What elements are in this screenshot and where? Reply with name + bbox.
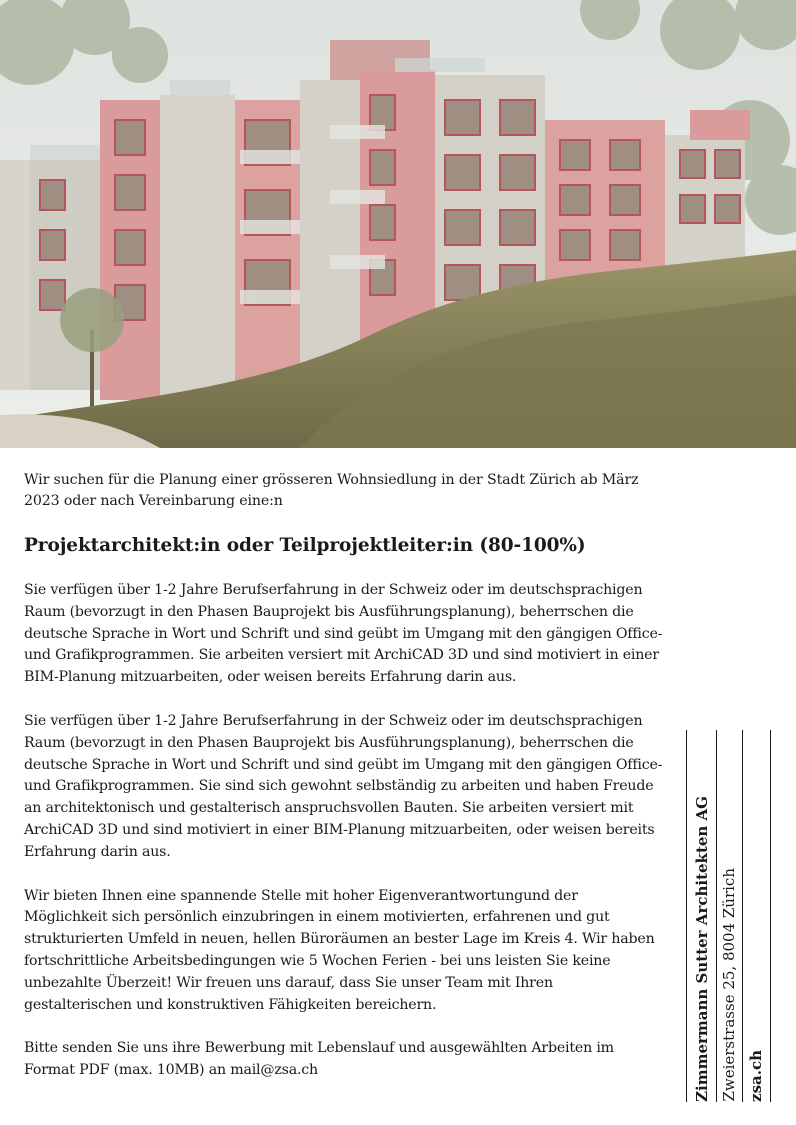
divider-line [770,730,771,1102]
offer-paragraph: Wir bieten Ihnen eine spannende Stelle mit hoher Eigenverantwortungund der Möglichkeit sich persönlich einzubringen in einem motivierten, erfahrenen und gut strukturierten Umfeld in neuen, hellen Büroräumen an bester Lage im Kreis 4. Wir haben fortschrittliche Arbeitsbedingungen wie 5 Wochen Ferien - bei uns leisten Sie keine unbezahlte Überzeit! Wir freuen uns darauf, dass Sie unser Team mit Ihren gestalterischen und konstruktiven Fähigkeiten bereichern. [24,887,655,1013]
job-posting-text [24,470,664,1082]
company-address: Zweierstrasse 25, 8004 Zürich [720,868,738,1102]
divider-line [716,730,717,1102]
company-website[interactable]: zsa.ch [747,1050,765,1102]
divider-line [742,730,743,1102]
hero-rendering [0,0,796,448]
requirements-paragraph-2: Sie verfügen über 1-2 Jahre Berufserfahrung in der Schweiz oder im deutschsprachigen Raum (bevorzugt in den Phasen Bauprojekt bis Ausführungsplanung), beherrschen die deutsche Sprache in Wort und Schrift und sind geübt im Umgang mit den gängigen Office- und Grafikprogrammen. Sie sind sich gewohnt selbständig zu arbeiten und haben Freude an architektonisch und gestalterisch anspruchsvollen Bauten. Sie arbeiten versiert mit ArchiCAD 3D und sind motiviert in einer BIM-Planung mitzuarbeiten, oder weisen bereits Erfahrung darin aus. [24,712,663,860]
divider-line [686,730,687,1102]
company-sidebar [686,730,774,1102]
building-illustration [0,0,796,448]
intro-text: Wir suchen für die Planung einer grösseren Wohnsiedlung in der Stadt Zürich ab März 2023 oder nach Vereinbarung eine:n [24,472,639,509]
application-paragraph: Bitte senden Sie uns ihre Bewerbung mit Lebenslauf und ausgewählten Arbeiten im Format PDF (max. 10MB) an mail@zsa.ch [24,1040,614,1079]
requirements-paragraph: Sie verfügen über 1-2 Jahre Berufserfahrung in der Schweiz oder im deutschsprachigen Raum (bevorzugt in den Phasen Bauprojekt bis Ausführungsplanung), beherrschen die deutsche Sprache in Wort und Schrift und sind geübt im Umgang mit den gängigen Office- und Grafikprogrammen. Sie arbeiten versiert mit ArchiCAD 3D und sind motiviert in einer BIM-Planung mitzuarbeiten, oder weisen bereits Erfahrung darin aus. [24,582,663,686]
job-title: Projektarchitekt:in oder Teilprojektleiter:in (80-100%) [24,535,586,556]
company-name: Zimmermann Sutter Architekten AG [693,796,711,1102]
